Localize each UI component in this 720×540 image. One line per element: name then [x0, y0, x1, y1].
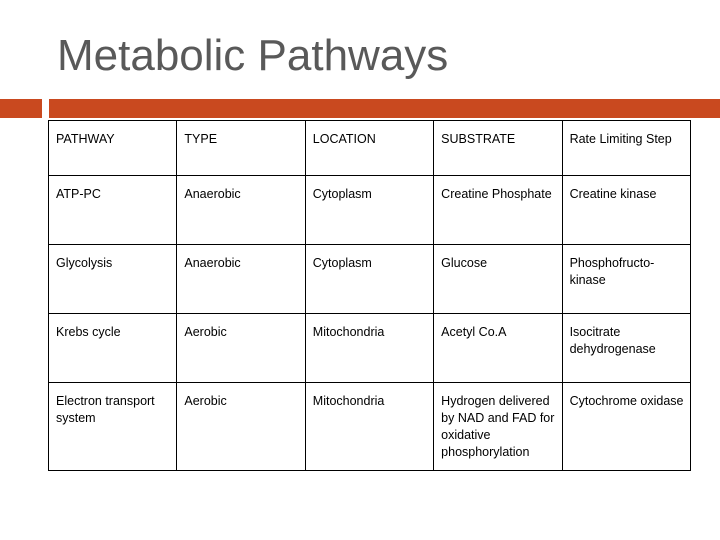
cell-pathway: Glycolysis: [49, 245, 177, 314]
cell-location: Cytoplasm: [305, 176, 433, 245]
cell-type: Anaerobic: [177, 245, 305, 314]
cell-substrate: Glucose: [434, 245, 562, 314]
cell-pathway: Krebs cycle: [49, 314, 177, 383]
header-substrate: SUBSTRATE: [434, 121, 562, 176]
cell-pathway: Electron transport system: [49, 383, 177, 471]
cell-type: Aerobic: [177, 314, 305, 383]
cell-rate-limiting-step: Cytochrome oxidase: [562, 383, 690, 471]
pathways-table-container: [48, 120, 691, 471]
cell-rate-limiting-step: Creatine kinase: [562, 176, 690, 245]
cell-location: Mitochondria: [305, 383, 433, 471]
cell-type: Anaerobic: [177, 176, 305, 245]
table-row: [49, 314, 691, 383]
header-pathway: PATHWAY: [49, 121, 177, 176]
cell-substrate: Creatine Phosphate: [434, 176, 562, 245]
cell-substrate: Hydrogen delivered by NAD and FAD for oxidative phosphorylation: [434, 383, 562, 471]
header-type: TYPE: [177, 121, 305, 176]
table-row: [49, 383, 691, 471]
table-header-row: [49, 121, 691, 176]
cell-pathway: ATP-PC: [49, 176, 177, 245]
cell-rate-limiting-step: Isocitrate dehydrogenase: [562, 314, 690, 383]
cell-substrate: Acetyl Co.A: [434, 314, 562, 383]
table-row: [49, 245, 691, 314]
accent-bar-left: [0, 99, 42, 118]
cell-type: Aerobic: [177, 383, 305, 471]
cell-rate-limiting-step: Phosphofructo-kinase: [562, 245, 690, 314]
accent-bar-right: [49, 99, 720, 118]
pathways-table: [48, 120, 691, 471]
cell-location: Mitochondria: [305, 314, 433, 383]
cell-location: Cytoplasm: [305, 245, 433, 314]
table-row: [49, 176, 691, 245]
header-rate-limiting-step: Rate Limiting Step: [562, 121, 690, 176]
slide-title: Metabolic Pathways: [57, 31, 449, 80]
header-location: LOCATION: [305, 121, 433, 176]
